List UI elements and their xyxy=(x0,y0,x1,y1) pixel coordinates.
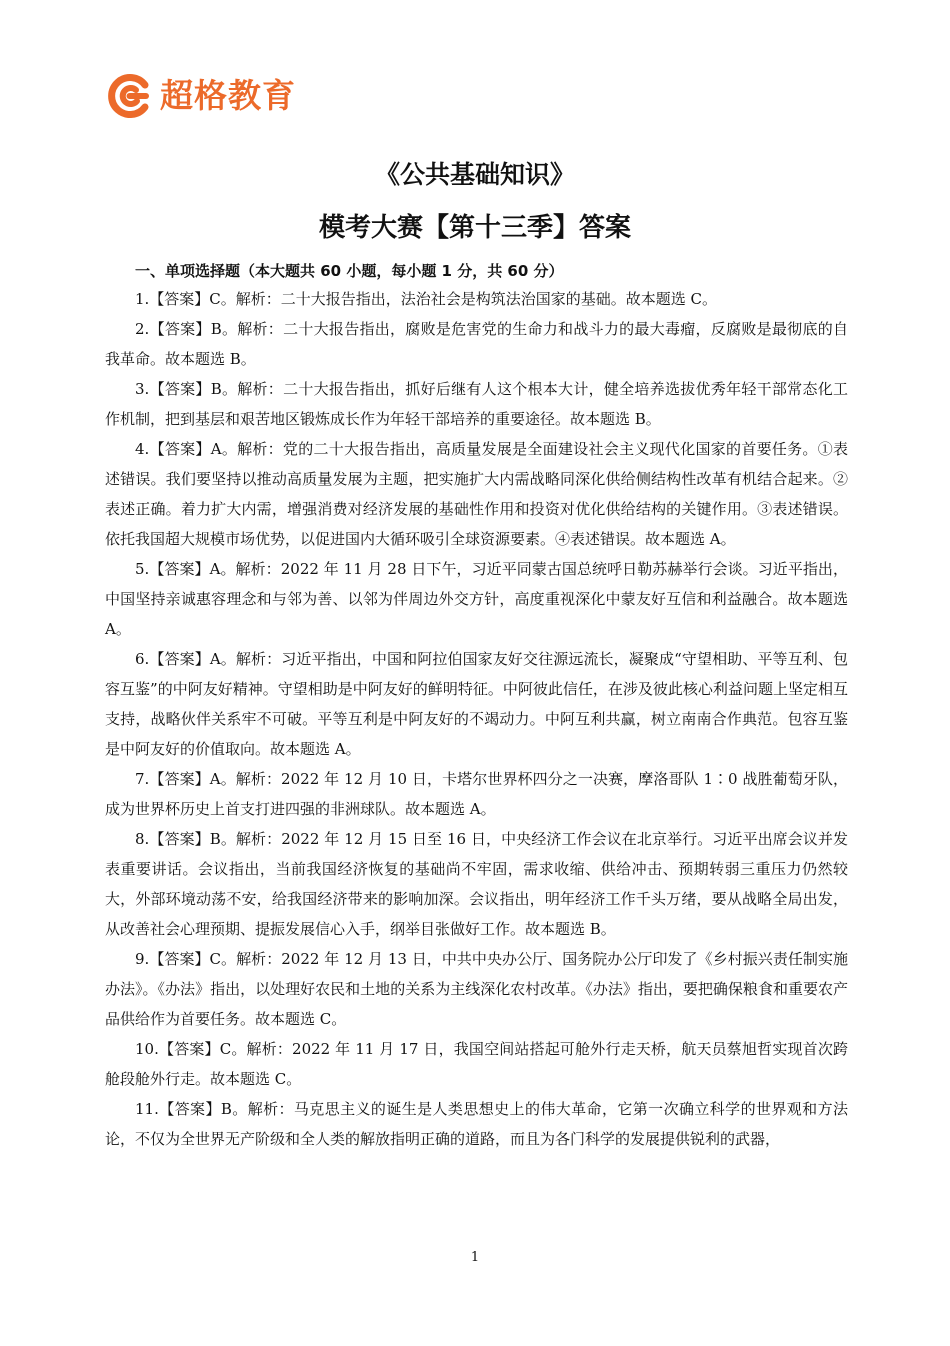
brand-logo xyxy=(106,72,296,120)
brand-logo-icon xyxy=(106,73,152,119)
answer-item: 6.【答案】A。解析：习近平指出，中国和阿拉伯国家友好交往源远流长，凝聚成“守望相助、平等互利、包容互鉴”的中阿友好精神。守望相助是中阿友好的鲜明特征。中阿彼此信任，在涉及彼此核心利益问题上坚定相互支持，战略伙伴关系牢不可破。平等互利是中阿友好的不竭动力。中阿互利共赢，树立南南合作典范。包容互鉴是中阿友好的价值取向。故本题选 A。 xyxy=(105,650,848,758)
answer-item: 10.【答案】C。解析：2022 年 11 月 17 日，我国空间站搭起可舱外行走天桥，航天员蔡旭哲实现首次跨舱段舱外行走。故本题选 C。 xyxy=(105,1040,848,1088)
answer-item: 3.【答案】B。解析：二十大报告指出，抓好后继有人这个根本大计，健全培养选拔优秀年轻干部常态化工作机制，把到基层和艰苦地区锻炼成长作为年轻干部培养的重要途径。故本题选 B。 xyxy=(105,380,848,428)
document-title: 《公共基础知识》 xyxy=(374,160,575,189)
answer-item: 5.【答案】A。解析：2022 年 11 月 28 日下午，习近平同蒙古国总统呼日勒苏赫举行会谈。习近平指出，中国坚持亲诚惠容理念和与邻为善、以邻为伴周边外交方针，高度重视深化中蒙友好互信和利益融合。故本题选 A。 xyxy=(105,560,848,638)
answer-item: 9.【答案】C。解析：2022 年 12 月 13 日，中共中央办公厅、国务院办公厅印发了《乡村振兴责任制实施办法》。《办法》指出，以处理好农民和土地的关系为主线深化农村改革。《办法》指出，要把确保粮食和重要农产品供给作为首要任务。故本题选 C。 xyxy=(105,950,848,1028)
answer-item: 1.【答案】C。解析：二十大报告指出，法治社会是构筑法治国家的基础。故本题选 C。 xyxy=(135,290,718,308)
document-subtitle: 模考大赛【第十三季】答案 xyxy=(318,213,631,243)
answer-item: 8.【答案】B。解析：2022 年 12 月 15 日至 16 日，中央经济工作会议在北京举行。习近平出席会议并发表重要讲话。会议指出，当前我国经济恢复的基础尚不牢固，需求收缩、供给冲击、预期转弱三重压力仍然较大，外部环境动荡不安，给我国经济带来的影响加深。会议指出，明年经济工作千头万绪，要从战略全局出发，从改善社会心理预期、提振发展信心入手，纲举目张做好工作。故本题选 B。 xyxy=(105,830,848,938)
brand-name: 超格教育 xyxy=(160,76,296,115)
answer-item: 2.【答案】B。解析：二十大报告指出，腐败是危害党的生命力和战斗力的最大毒瘤，反腐败是最彻底的自我革命。故本题选 B。 xyxy=(105,320,848,368)
page-number: 1 xyxy=(470,1250,480,1265)
answer-item: 7.【答案】A。解析：2022 年 12 月 10 日，卡塔尔世界杯四分之一决赛，摩洛哥队 1∶0 战胜葡萄牙队，成为世界杯历史上首支打进四强的非洲球队。故本题选 A。 xyxy=(105,770,848,818)
answer-item: 4.【答案】A。解析：党的二十大报告指出，高质量发展是全面建设社会主义现代化国家的首要任务。①表述错误。我们要坚持以推动高质量发展为主题，把实施扩大内需战略同深化供给侧结构性改革有机结合起来。②表述正确。着力扩大内需，增强消费对经济发展的基础性作用和投资对优化供给结构的关键作用。③表述错误。依托我国超大规模市场优势，以促进国内大循环吸引全球资源要素。④表述错误。故本题选 A。 xyxy=(105,440,848,548)
answer-item: 11.【答案】B。解析：马克思主义的诞生是人类思想史上的伟大革命，它第一次确立科学的世界观和方法论，不仅为全世界无产阶级和全人类的解放指明正确的道路，而且为各门科学的发展提供锐利的武器， xyxy=(105,1100,848,1148)
answer-content xyxy=(105,258,848,1154)
section-heading: 一、单项选择题（本大题共 60 小题，每小题 1 分，共 60 分） xyxy=(135,262,564,280)
